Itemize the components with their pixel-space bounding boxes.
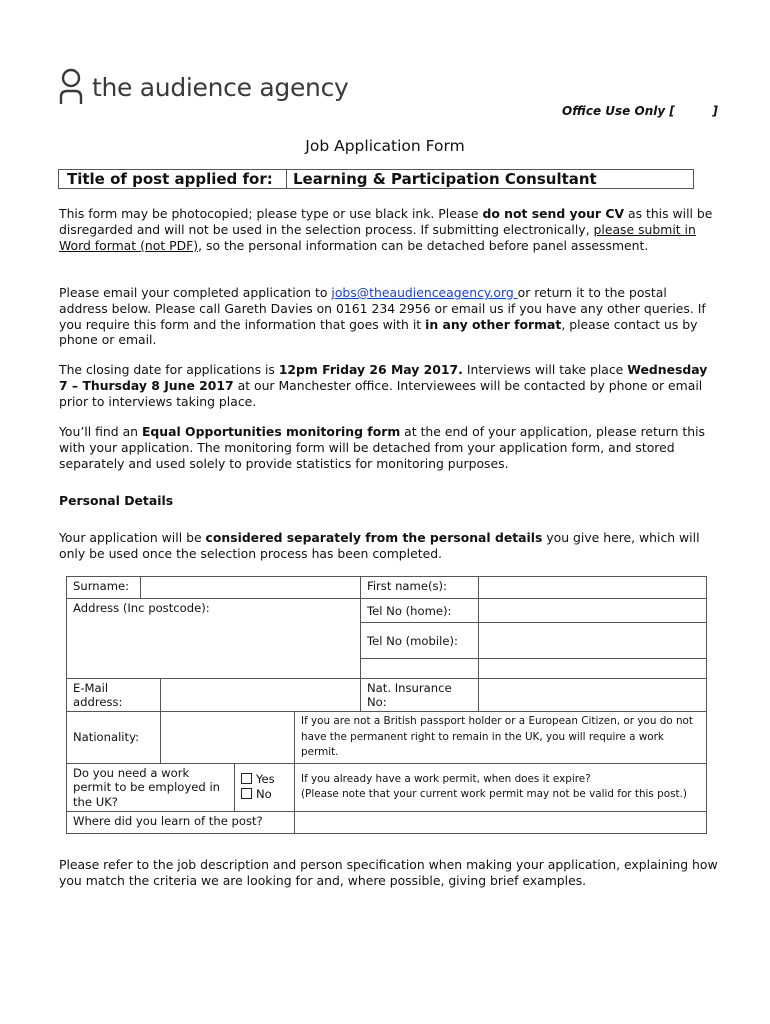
intro-paragraph-4: You’ll find an Equal Opportunities monitoring form at the end of your application, please return this with your application. The monitoring form will be detached from your application form, and stored separately and used solely to provide statistics for monitoring purposes.	[59, 424, 705, 471]
email-link[interactable]: jobs@theaudienceagency.org	[331, 285, 518, 300]
intro-paragraph-3: The closing date for applications is 12pm Friday 26 May 2017. Interviews will take place Wednesday 7 – Thursday 8 June 2017 at our Manchester office. Interviewees will be contacted by phone or email prior to interviews taking place.	[59, 362, 708, 409]
blank-label-cell	[361, 659, 479, 679]
expiry-note: (Please note that your current work permit may not be valid for this post.)	[301, 788, 687, 801]
learn-of-post-label: Where did you learn of the post?	[67, 812, 295, 834]
learn-of-post-input[interactable]	[295, 812, 707, 834]
email-label: E-Mail address:	[67, 679, 161, 712]
email-input[interactable]	[161, 679, 361, 712]
intro-paragraph-2: Please email your completed application to jobs@theaudienceagency.org or return it to the postal address below. Please call Gareth Davies on 0161 234 2956 or email us if you have any other queries. If you require this form and the information that goes with it in any other format, please contact us by phone or email.	[59, 285, 706, 348]
page-title: Job Application Form	[305, 137, 465, 155]
expiry-question: If you already have a work permit, when does it expire?	[301, 772, 591, 785]
personal-details-table	[66, 576, 707, 834]
passport-note: If you are not a British passport holder or a European Citizen, or you do not have the permanent right to remain in the UK, you will require a work permit.	[295, 712, 707, 764]
post-value[interactable]: Learning & Participation Consultant	[293, 170, 597, 188]
intro-paragraph-1: This form may be photocopied; please type or use black ink. Please do not send your CV as this will be disregarded and will not be used in the selection process. If submitting electronically, please submit in Word format (not PDF), so the personal information can be detached before panel assessment.	[59, 206, 713, 253]
brand-name: the audience agency	[92, 72, 349, 102]
tel-home-input[interactable]	[479, 599, 707, 623]
surname-input[interactable]	[141, 577, 361, 599]
person-icon	[58, 68, 84, 106]
checkbox-icon[interactable]	[241, 773, 252, 784]
work-permit-question: Do you need a work permit to be employed in the UK?	[67, 763, 235, 812]
no-option[interactable]: No	[241, 787, 288, 802]
personal-details-heading: Personal Details	[59, 493, 174, 508]
ni-input[interactable]	[479, 679, 707, 712]
nationality-input[interactable]	[161, 712, 295, 764]
brand-logo	[58, 68, 349, 106]
office-use-label: Office Use Only [ ]	[562, 104, 718, 118]
yes-option[interactable]: Yes	[241, 772, 288, 787]
post-label: Title of post applied for:	[59, 170, 287, 188]
personal-details-paragraph: Your application will be considered separately from the personal details you give here, which will only be used once the selection process has been completed.	[59, 530, 700, 561]
closing-paragraph: Please refer to the job description and person specification when making your application, explaining how you match the criteria we are looking for and, where possible, giving brief examples.	[59, 857, 718, 888]
work-permit-options	[235, 763, 295, 812]
first-names-label: First name(s):	[361, 577, 479, 599]
ni-label: Nat. Insurance No:	[361, 679, 479, 712]
address-field[interactable]	[67, 599, 361, 679]
tel-mobile-label: Tel No (mobile):	[361, 623, 479, 659]
permit-expiry-cell[interactable]	[295, 763, 707, 812]
surname-label: Surname:	[67, 577, 141, 599]
post-applied-box	[58, 169, 694, 189]
checkbox-icon[interactable]	[241, 788, 252, 799]
first-names-input[interactable]	[479, 577, 707, 599]
tel-mobile-input[interactable]	[479, 623, 707, 659]
nationality-label: Nationality:	[67, 712, 161, 764]
address-label: Address (Inc postcode):	[73, 601, 210, 615]
blank-input-cell[interactable]	[479, 659, 707, 679]
tel-home-label: Tel No (home):	[361, 599, 479, 623]
